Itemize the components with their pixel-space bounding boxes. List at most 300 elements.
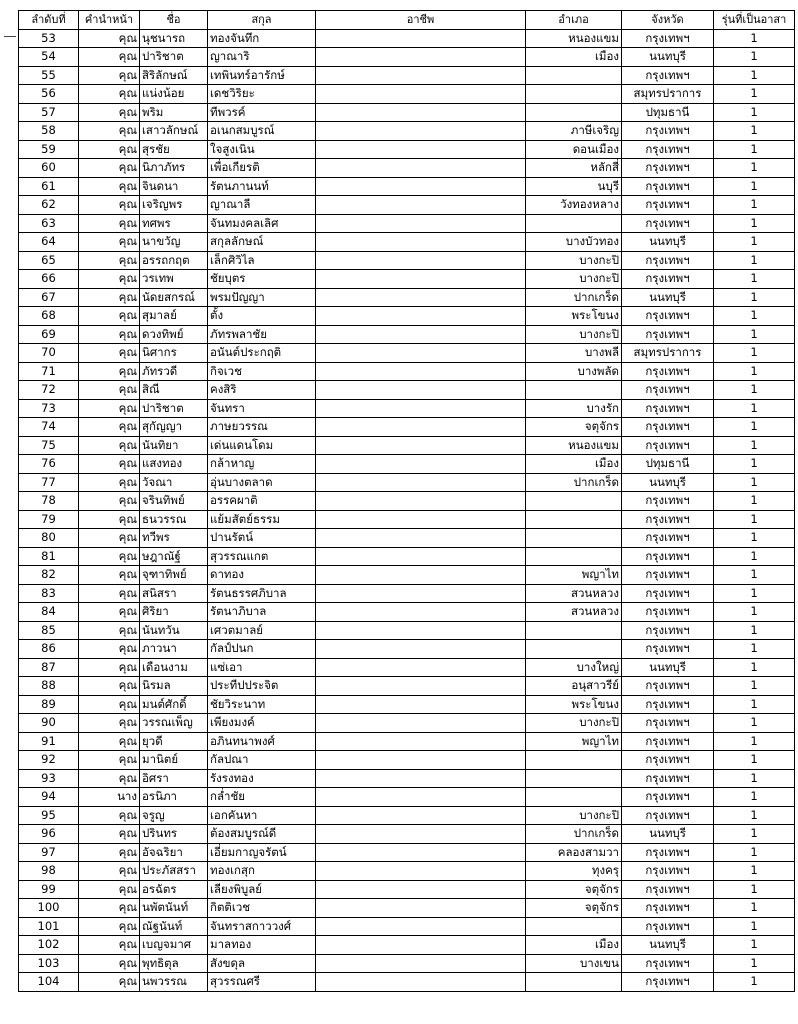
cell-last-name: ต้องสมบูรณ์ดี: [208, 825, 316, 844]
cell-occupation: [316, 492, 526, 511]
cell-occupation: [316, 140, 526, 159]
cell-title: คุณ: [79, 66, 140, 85]
cell-no: 64: [19, 233, 79, 252]
cell-province: กรุงเทพฯ: [622, 843, 714, 862]
cell-last-name: อุ่นบางตลาด: [208, 473, 316, 492]
cell-last-name: เอกคันหา: [208, 806, 316, 825]
cell-district: [526, 529, 622, 548]
cell-title: คุณ: [79, 473, 140, 492]
cell-no: 101: [19, 917, 79, 936]
cell-last-name: ชัยบุตร: [208, 270, 316, 289]
header-first-name: ชื่อ: [140, 11, 208, 30]
cell-occupation: [316, 455, 526, 474]
cell-title: คุณ: [79, 103, 140, 122]
cell-generation: 1: [714, 510, 795, 529]
cell-province: กรุงเทพฯ: [622, 436, 714, 455]
cell-title: คุณ: [79, 159, 140, 178]
cell-occupation: [316, 159, 526, 178]
cell-last-name: ภัทรพลาชัย: [208, 325, 316, 344]
cell-no: 100: [19, 899, 79, 918]
cell-first-name: ดวงทิพย์: [140, 325, 208, 344]
cell-first-name: นพัตนันท์: [140, 899, 208, 918]
cell-occupation: [316, 288, 526, 307]
table-row: [19, 455, 795, 474]
cell-first-name: แสงทอง: [140, 455, 208, 474]
table-row: [19, 529, 795, 548]
cell-generation: 1: [714, 973, 795, 992]
cell-province: นนทบุรี: [622, 658, 714, 677]
cell-occupation: [316, 714, 526, 733]
cell-generation: 1: [714, 473, 795, 492]
cell-no: 54: [19, 48, 79, 67]
cell-title: คุณ: [79, 455, 140, 474]
cell-generation: 1: [714, 695, 795, 714]
cell-no: 70: [19, 344, 79, 363]
cell-generation: 1: [714, 825, 795, 844]
cell-no: 80: [19, 529, 79, 548]
cell-last-name: ประทีปประจิต: [208, 677, 316, 696]
cell-no: 68: [19, 307, 79, 326]
cell-generation: 1: [714, 677, 795, 696]
cell-province: กรุงเทพฯ: [622, 399, 714, 418]
cell-province: นนทบุรี: [622, 233, 714, 252]
cell-last-name: สุวรรณแกต: [208, 547, 316, 566]
cell-generation: 1: [714, 566, 795, 585]
cell-first-name: สนิสรา: [140, 584, 208, 603]
cell-occupation: [316, 122, 526, 141]
table-row: [19, 270, 795, 289]
cell-no: 96: [19, 825, 79, 844]
cell-generation: 1: [714, 529, 795, 548]
cell-occupation: [316, 677, 526, 696]
cell-district: [526, 85, 622, 104]
cell-district: บางกะปิ: [526, 714, 622, 733]
cell-district: ปากเกร็ด: [526, 473, 622, 492]
cell-occupation: [316, 529, 526, 548]
cell-first-name: อัจฉริยา: [140, 843, 208, 862]
cell-generation: 1: [714, 436, 795, 455]
cell-province: นนทบุรี: [622, 825, 714, 844]
cell-province: กรุงเทพฯ: [622, 862, 714, 881]
cell-district: เมือง: [526, 48, 622, 67]
cell-no: 63: [19, 214, 79, 233]
cell-province: กรุงเทพฯ: [622, 492, 714, 511]
cell-first-name: จรินทิพย์: [140, 492, 208, 511]
cell-province: กรุงเทพฯ: [622, 547, 714, 566]
cell-no: 72: [19, 381, 79, 400]
table-row: [19, 677, 795, 696]
cell-first-name: ปาริชาต: [140, 399, 208, 418]
table-row: [19, 85, 795, 104]
cell-district: หลักสี่: [526, 159, 622, 178]
cell-occupation: [316, 751, 526, 770]
table-row: [19, 510, 795, 529]
cell-last-name: เพียงมงค์: [208, 714, 316, 733]
table-row: [19, 732, 795, 751]
cell-title: คุณ: [79, 325, 140, 344]
cell-occupation: [316, 214, 526, 233]
cell-first-name: จินดนา: [140, 177, 208, 196]
table-row: [19, 862, 795, 881]
cell-occupation: [316, 103, 526, 122]
cell-first-name: แน่งน้อย: [140, 85, 208, 104]
cell-no: 103: [19, 954, 79, 973]
table-row: [19, 843, 795, 862]
table-row: [19, 325, 795, 344]
cell-province: กรุงเทพฯ: [622, 880, 714, 899]
cell-no: 69: [19, 325, 79, 344]
cell-district: [526, 917, 622, 936]
cell-province: กรุงเทพฯ: [622, 122, 714, 141]
cell-generation: 1: [714, 307, 795, 326]
cell-last-name: พรมปัญญา: [208, 288, 316, 307]
table-row: [19, 103, 795, 122]
cell-last-name: กัลปณา: [208, 751, 316, 770]
cell-title: คุณ: [79, 677, 140, 696]
cell-district: บางกะปิ: [526, 270, 622, 289]
cell-district: คลองสามวา: [526, 843, 622, 862]
cell-occupation: [316, 344, 526, 363]
cell-generation: 1: [714, 899, 795, 918]
cell-occupation: [316, 547, 526, 566]
cell-occupation: [316, 251, 526, 270]
cell-last-name: ตั้ง: [208, 307, 316, 326]
cell-generation: 1: [714, 325, 795, 344]
cell-district: บางพลัด: [526, 362, 622, 381]
cell-district: วังทองหลาง: [526, 196, 622, 215]
cell-last-name: รัตนาภิบาล: [208, 603, 316, 622]
cell-first-name: นิศากร: [140, 344, 208, 363]
table-row: [19, 48, 795, 67]
cell-district: [526, 492, 622, 511]
cell-district: พญาไท: [526, 732, 622, 751]
cell-first-name: ทศพร: [140, 214, 208, 233]
cell-occupation: [316, 658, 526, 677]
cell-title: นาง: [79, 788, 140, 807]
cell-first-name: นุชนารถ: [140, 29, 208, 48]
cell-first-name: สิริลักษณ์: [140, 66, 208, 85]
cell-no: 60: [19, 159, 79, 178]
header-no: ลำดับที่: [19, 11, 79, 30]
table-row: [19, 566, 795, 585]
cell-last-name: จันทมงคลเลิศ: [208, 214, 316, 233]
cell-province: กรุงเทพฯ: [622, 973, 714, 992]
cell-province: กรุงเทพฯ: [622, 325, 714, 344]
table-row: [19, 233, 795, 252]
header-title: คำนำหน้า: [79, 11, 140, 30]
header-occupation: อาชีพ: [316, 11, 526, 30]
cell-first-name: เบญจมาศ: [140, 936, 208, 955]
cell-occupation: [316, 362, 526, 381]
cell-first-name: ทวีพร: [140, 529, 208, 548]
cell-first-name: นัดยสกรณ์: [140, 288, 208, 307]
cell-title: คุณ: [79, 973, 140, 992]
table-row: [19, 473, 795, 492]
cell-generation: 1: [714, 843, 795, 862]
cell-last-name: จันทราสกาววงศ์: [208, 917, 316, 936]
cell-no: 59: [19, 140, 79, 159]
cell-first-name: นพวรรณ: [140, 973, 208, 992]
cell-occupation: [316, 880, 526, 899]
cell-title: คุณ: [79, 936, 140, 955]
cell-title: คุณ: [79, 233, 140, 252]
cell-no: 71: [19, 362, 79, 381]
header-district: อำเภอ: [526, 11, 622, 30]
cell-occupation: [316, 806, 526, 825]
cell-province: กรุงเทพฯ: [622, 381, 714, 400]
table-row: [19, 29, 795, 48]
cell-title: คุณ: [79, 732, 140, 751]
cell-district: [526, 66, 622, 85]
cell-province: กรุงเทพฯ: [622, 899, 714, 918]
cell-occupation: [316, 640, 526, 659]
cell-province: กรุงเทพฯ: [622, 954, 714, 973]
cell-province: กรุงเทพฯ: [622, 695, 714, 714]
cell-occupation: [316, 584, 526, 603]
cell-title: คุณ: [79, 362, 140, 381]
cell-no: 92: [19, 751, 79, 770]
cell-first-name: อรรถกฤต: [140, 251, 208, 270]
cell-last-name: อนันต์ประกฤติ: [208, 344, 316, 363]
table-row: [19, 418, 795, 437]
cell-last-name: สกุลลักษณ์: [208, 233, 316, 252]
cell-no: 104: [19, 973, 79, 992]
header-province: จังหวัด: [622, 11, 714, 30]
cell-title: คุณ: [79, 29, 140, 48]
cell-title: คุณ: [79, 270, 140, 289]
cell-last-name: เทพินทร์อารักษ์: [208, 66, 316, 85]
cell-district: สวนหลวง: [526, 584, 622, 603]
cell-district: [526, 751, 622, 770]
table-row: [19, 159, 795, 178]
cell-generation: 1: [714, 640, 795, 659]
cell-province: กรุงเทพฯ: [622, 29, 714, 48]
cell-province: สมุทรปราการ: [622, 85, 714, 104]
table-row: [19, 547, 795, 566]
cell-title: คุณ: [79, 307, 140, 326]
cell-title: คุณ: [79, 658, 140, 677]
cell-title: คุณ: [79, 862, 140, 881]
cell-generation: 1: [714, 492, 795, 511]
cell-occupation: [316, 621, 526, 640]
cell-occupation: [316, 917, 526, 936]
cell-first-name: ศิริยา: [140, 603, 208, 622]
cell-province: นนทบุรี: [622, 288, 714, 307]
cell-last-name: เพื่อเกียรติ: [208, 159, 316, 178]
cell-district: [526, 973, 622, 992]
cell-last-name: รัตนธรรศภิบาล: [208, 584, 316, 603]
cell-last-name: แย้มสัตย์ธรรม: [208, 510, 316, 529]
cell-no: 89: [19, 695, 79, 714]
cell-no: 82: [19, 566, 79, 585]
cell-first-name: อรฉัตร: [140, 880, 208, 899]
cell-district: หนองแขม: [526, 436, 622, 455]
cell-no: 58: [19, 122, 79, 141]
cell-generation: 1: [714, 751, 795, 770]
cell-district: จตุจักร: [526, 418, 622, 437]
cell-no: 55: [19, 66, 79, 85]
cell-district: บางเขน: [526, 954, 622, 973]
cell-province: กรุงเทพฯ: [622, 917, 714, 936]
cell-no: 79: [19, 510, 79, 529]
cell-no: 86: [19, 640, 79, 659]
cell-district: พญาไท: [526, 566, 622, 585]
cell-generation: 1: [714, 103, 795, 122]
cell-generation: 1: [714, 196, 795, 215]
header-last-name: สกุล: [208, 11, 316, 30]
table-row: [19, 640, 795, 659]
cell-generation: 1: [714, 29, 795, 48]
cell-last-name: ชัยวิระนาท: [208, 695, 316, 714]
cell-title: คุณ: [79, 529, 140, 548]
cell-province: สมุทรปราการ: [622, 344, 714, 363]
cell-generation: 1: [714, 159, 795, 178]
cell-province: กรุงเทพฯ: [622, 510, 714, 529]
table-body: [19, 29, 795, 991]
cell-title: คุณ: [79, 122, 140, 141]
cell-last-name: เอี่ยมกาญจรัตน์: [208, 843, 316, 862]
cell-title: คุณ: [79, 140, 140, 159]
cell-no: 88: [19, 677, 79, 696]
cell-district: พระโขนง: [526, 307, 622, 326]
cell-first-name: นันทิยา: [140, 436, 208, 455]
table-row: [19, 122, 795, 141]
cell-first-name: ประภัสสรา: [140, 862, 208, 881]
cell-province: กรุงเทพฯ: [622, 621, 714, 640]
table-row: [19, 880, 795, 899]
cell-occupation: [316, 29, 526, 48]
cell-first-name: จรูญ: [140, 806, 208, 825]
cell-last-name: กัลป์ปนก: [208, 640, 316, 659]
cell-no: 87: [19, 658, 79, 677]
table-row: [19, 621, 795, 640]
cell-province: กรุงเทพฯ: [622, 418, 714, 437]
cell-province: กรุงเทพฯ: [622, 584, 714, 603]
table-row: [19, 751, 795, 770]
cell-province: กรุงเทพฯ: [622, 732, 714, 751]
cell-generation: 1: [714, 344, 795, 363]
cell-last-name: เศวตมาลย์: [208, 621, 316, 640]
cell-no: 98: [19, 862, 79, 881]
cell-last-name: ปานรัตน์: [208, 529, 316, 548]
cell-district: ทุงครุ: [526, 862, 622, 881]
cell-generation: 1: [714, 880, 795, 899]
cell-generation: 1: [714, 936, 795, 955]
cell-generation: 1: [714, 714, 795, 733]
cell-district: [526, 788, 622, 807]
cell-occupation: [316, 66, 526, 85]
cell-no: 65: [19, 251, 79, 270]
cell-generation: 1: [714, 381, 795, 400]
table-row: [19, 954, 795, 973]
table-row: [19, 584, 795, 603]
cell-no: 94: [19, 788, 79, 807]
cell-no: 93: [19, 769, 79, 788]
cell-last-name: ทองจันทึก: [208, 29, 316, 48]
volunteer-table: [18, 10, 795, 992]
cell-district: อนุสาวรีย์: [526, 677, 622, 696]
cell-district: นบุรี: [526, 177, 622, 196]
cell-no: 67: [19, 288, 79, 307]
cell-last-name: เลียงพิบูลย์: [208, 880, 316, 899]
cell-occupation: [316, 270, 526, 289]
cell-occupation: [316, 862, 526, 881]
cell-no: 76: [19, 455, 79, 474]
cell-province: นนทบุรี: [622, 936, 714, 955]
cell-province: กรุงเทพฯ: [622, 566, 714, 585]
cell-last-name: จันทรา: [208, 399, 316, 418]
cell-title: คุณ: [79, 917, 140, 936]
cell-first-name: นิรมล: [140, 677, 208, 696]
cell-no: 73: [19, 399, 79, 418]
cell-no: 97: [19, 843, 79, 862]
cell-no: 95: [19, 806, 79, 825]
cell-district: สวนหลวง: [526, 603, 622, 622]
cell-title: คุณ: [79, 899, 140, 918]
cell-first-name: อิศรา: [140, 769, 208, 788]
cell-occupation: [316, 48, 526, 67]
cell-first-name: วัจณา: [140, 473, 208, 492]
cell-first-name: พุทธิตุล: [140, 954, 208, 973]
cell-generation: 1: [714, 603, 795, 622]
cell-occupation: [316, 233, 526, 252]
cell-province: กรุงเทพฯ: [622, 251, 714, 270]
cell-title: คุณ: [79, 695, 140, 714]
cell-last-name: รัตนภานนท์: [208, 177, 316, 196]
cell-last-name: แซ่เอา: [208, 658, 316, 677]
cell-first-name: นันทวัน: [140, 621, 208, 640]
table-row: [19, 196, 795, 215]
cell-first-name: ยุวดี: [140, 732, 208, 751]
cell-generation: 1: [714, 177, 795, 196]
cell-district: บางใหญ่: [526, 658, 622, 677]
cell-occupation: [316, 325, 526, 344]
cell-district: [526, 510, 622, 529]
cell-no: 78: [19, 492, 79, 511]
cell-generation: 1: [714, 621, 795, 640]
cell-generation: 1: [714, 399, 795, 418]
cell-first-name: สุกัญญา: [140, 418, 208, 437]
cell-district: บางกะปิ: [526, 806, 622, 825]
cell-generation: 1: [714, 954, 795, 973]
cell-district: บางบัวทอง: [526, 233, 622, 252]
cell-generation: 1: [714, 917, 795, 936]
volunteer-list-sheet: [18, 10, 794, 992]
cell-occupation: [316, 843, 526, 862]
cell-occupation: [316, 307, 526, 326]
cell-last-name: มาลทอง: [208, 936, 316, 955]
cell-district: บางรัก: [526, 399, 622, 418]
cell-last-name: กล้าหาญ: [208, 455, 316, 474]
cell-district: [526, 214, 622, 233]
cell-province: กรุงเทพฯ: [622, 140, 714, 159]
cell-no: 61: [19, 177, 79, 196]
cell-occupation: [316, 85, 526, 104]
cell-last-name: ญาณาลี: [208, 196, 316, 215]
cell-no: 91: [19, 732, 79, 751]
table-row: [19, 917, 795, 936]
cell-no: 85: [19, 621, 79, 640]
cell-province: ปทุมธานี: [622, 103, 714, 122]
cell-last-name: เด่นแดนโดม: [208, 436, 316, 455]
cell-generation: 1: [714, 66, 795, 85]
cell-no: 62: [19, 196, 79, 215]
cell-first-name: จุฑาทิพย์: [140, 566, 208, 585]
cell-first-name: ษฎาณัฐ์: [140, 547, 208, 566]
cell-district: [526, 621, 622, 640]
cell-generation: 1: [714, 658, 795, 677]
cell-title: คุณ: [79, 769, 140, 788]
